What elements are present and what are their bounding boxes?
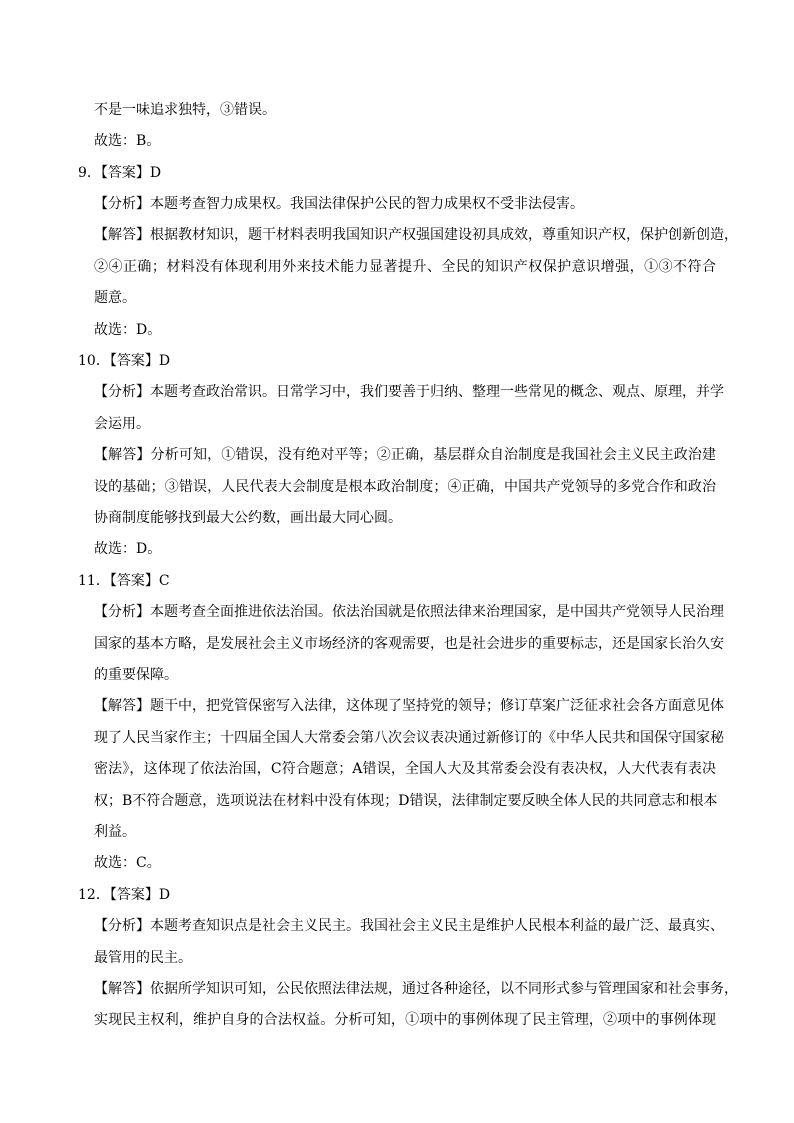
text-line: 密法》，这体现了依法治国，C符合题意；A错误，全国人大及其常委会没有表决权，人大代表有表决 [94, 761, 716, 777]
text-line: 国家的基本方略，是发展社会主义市场经济的客观需要，也是社会进步的重要标志，还是国家长治久安 [94, 636, 724, 652]
solution-line: 【解答】分析可知，①错误，没有绝对平等；②正确，基层群众自治制度是我国社会主义民主政治建 [94, 447, 716, 463]
text-line: 题意。 [94, 290, 136, 306]
text-line: 实现民主权利，维护自身的合法权益。分析可知，①项中的事例体现了民主管理，②项中的事例体现 [94, 1012, 716, 1028]
text-line: 的重要保障。 [94, 667, 178, 683]
text-line: 故选：D。 [94, 322, 162, 338]
text-line: 协商制度能够找到最大公约数，画出最大同心圆。 [94, 510, 402, 526]
answer-heading-11: 11．【答案】C [78, 573, 170, 589]
text-line: 最管用的民主。 [94, 950, 192, 966]
text-line: 现了人民当家作主；十四届全国人大常委会第八次会议表决通过新修订的《中华人民共和国保守国家秘 [94, 730, 724, 746]
analysis-line: 【分析】本题考查全面推进依法治国。依法治国就是依照法律来治理国家，是中国共产党领导人民治理 [94, 604, 724, 620]
text-line: 设的基础；③错误，人民代表大会制度是根本政治制度；④正确，中国共产党领导的多党合作和政治 [94, 479, 716, 495]
text-line: ②④正确；材料没有体现利用外来技术能力显著提升、全民的知识产权保护意识增强，①③不符合 [94, 259, 716, 275]
text-line: 不是一味追求独特，③错误。 [94, 102, 276, 118]
answer-heading-12: 12．【答案】D [78, 887, 171, 903]
answer-heading-10: 10．【答案】D [78, 353, 171, 369]
text-line: 故选：D。 [94, 541, 162, 557]
solution-line: 【解答】根据教材知识，题干材料表明我国知识产权强国建设初具成效，尊重知识产权，保护创新创造， [94, 227, 738, 243]
text-line: 故选：B。 [94, 133, 161, 149]
analysis-line: 【分析】本题考查知识点是社会主义民主。我国社会主义民主是维护人民根本利益的最广泛、最真实、 [94, 918, 724, 934]
text-line: 会运用。 [94, 416, 150, 432]
text-line: 利益。 [94, 824, 136, 840]
text-line: 权；B不符合题意，选项说法在材料中没有体现；D错误，法律制定要反映全体人民的共同意志和根本 [94, 793, 718, 809]
solution-line: 【解答】依据所学知识可知，公民依照法律法规，通过各种途径，以不同形式参与管理国家和社会事务， [94, 981, 738, 997]
analysis-line: 【分析】本题考查智力成果权。我国法律保护公民的智力成果权不受非法侵害。 [94, 196, 584, 212]
analysis-line: 【分析】本题考查政治常识。日常学习中，我们要善于归纳、整理一些常见的概念、观点、原理，并学 [94, 384, 724, 400]
solution-line: 【解答】题干中，把党管保密写入法律，这体现了坚持党的领导；修订草案广泛征求社会各方面意见体 [94, 698, 724, 714]
answer-heading-9: 9．【答案】D [78, 165, 162, 181]
text-line: 故选：C。 [94, 855, 161, 871]
